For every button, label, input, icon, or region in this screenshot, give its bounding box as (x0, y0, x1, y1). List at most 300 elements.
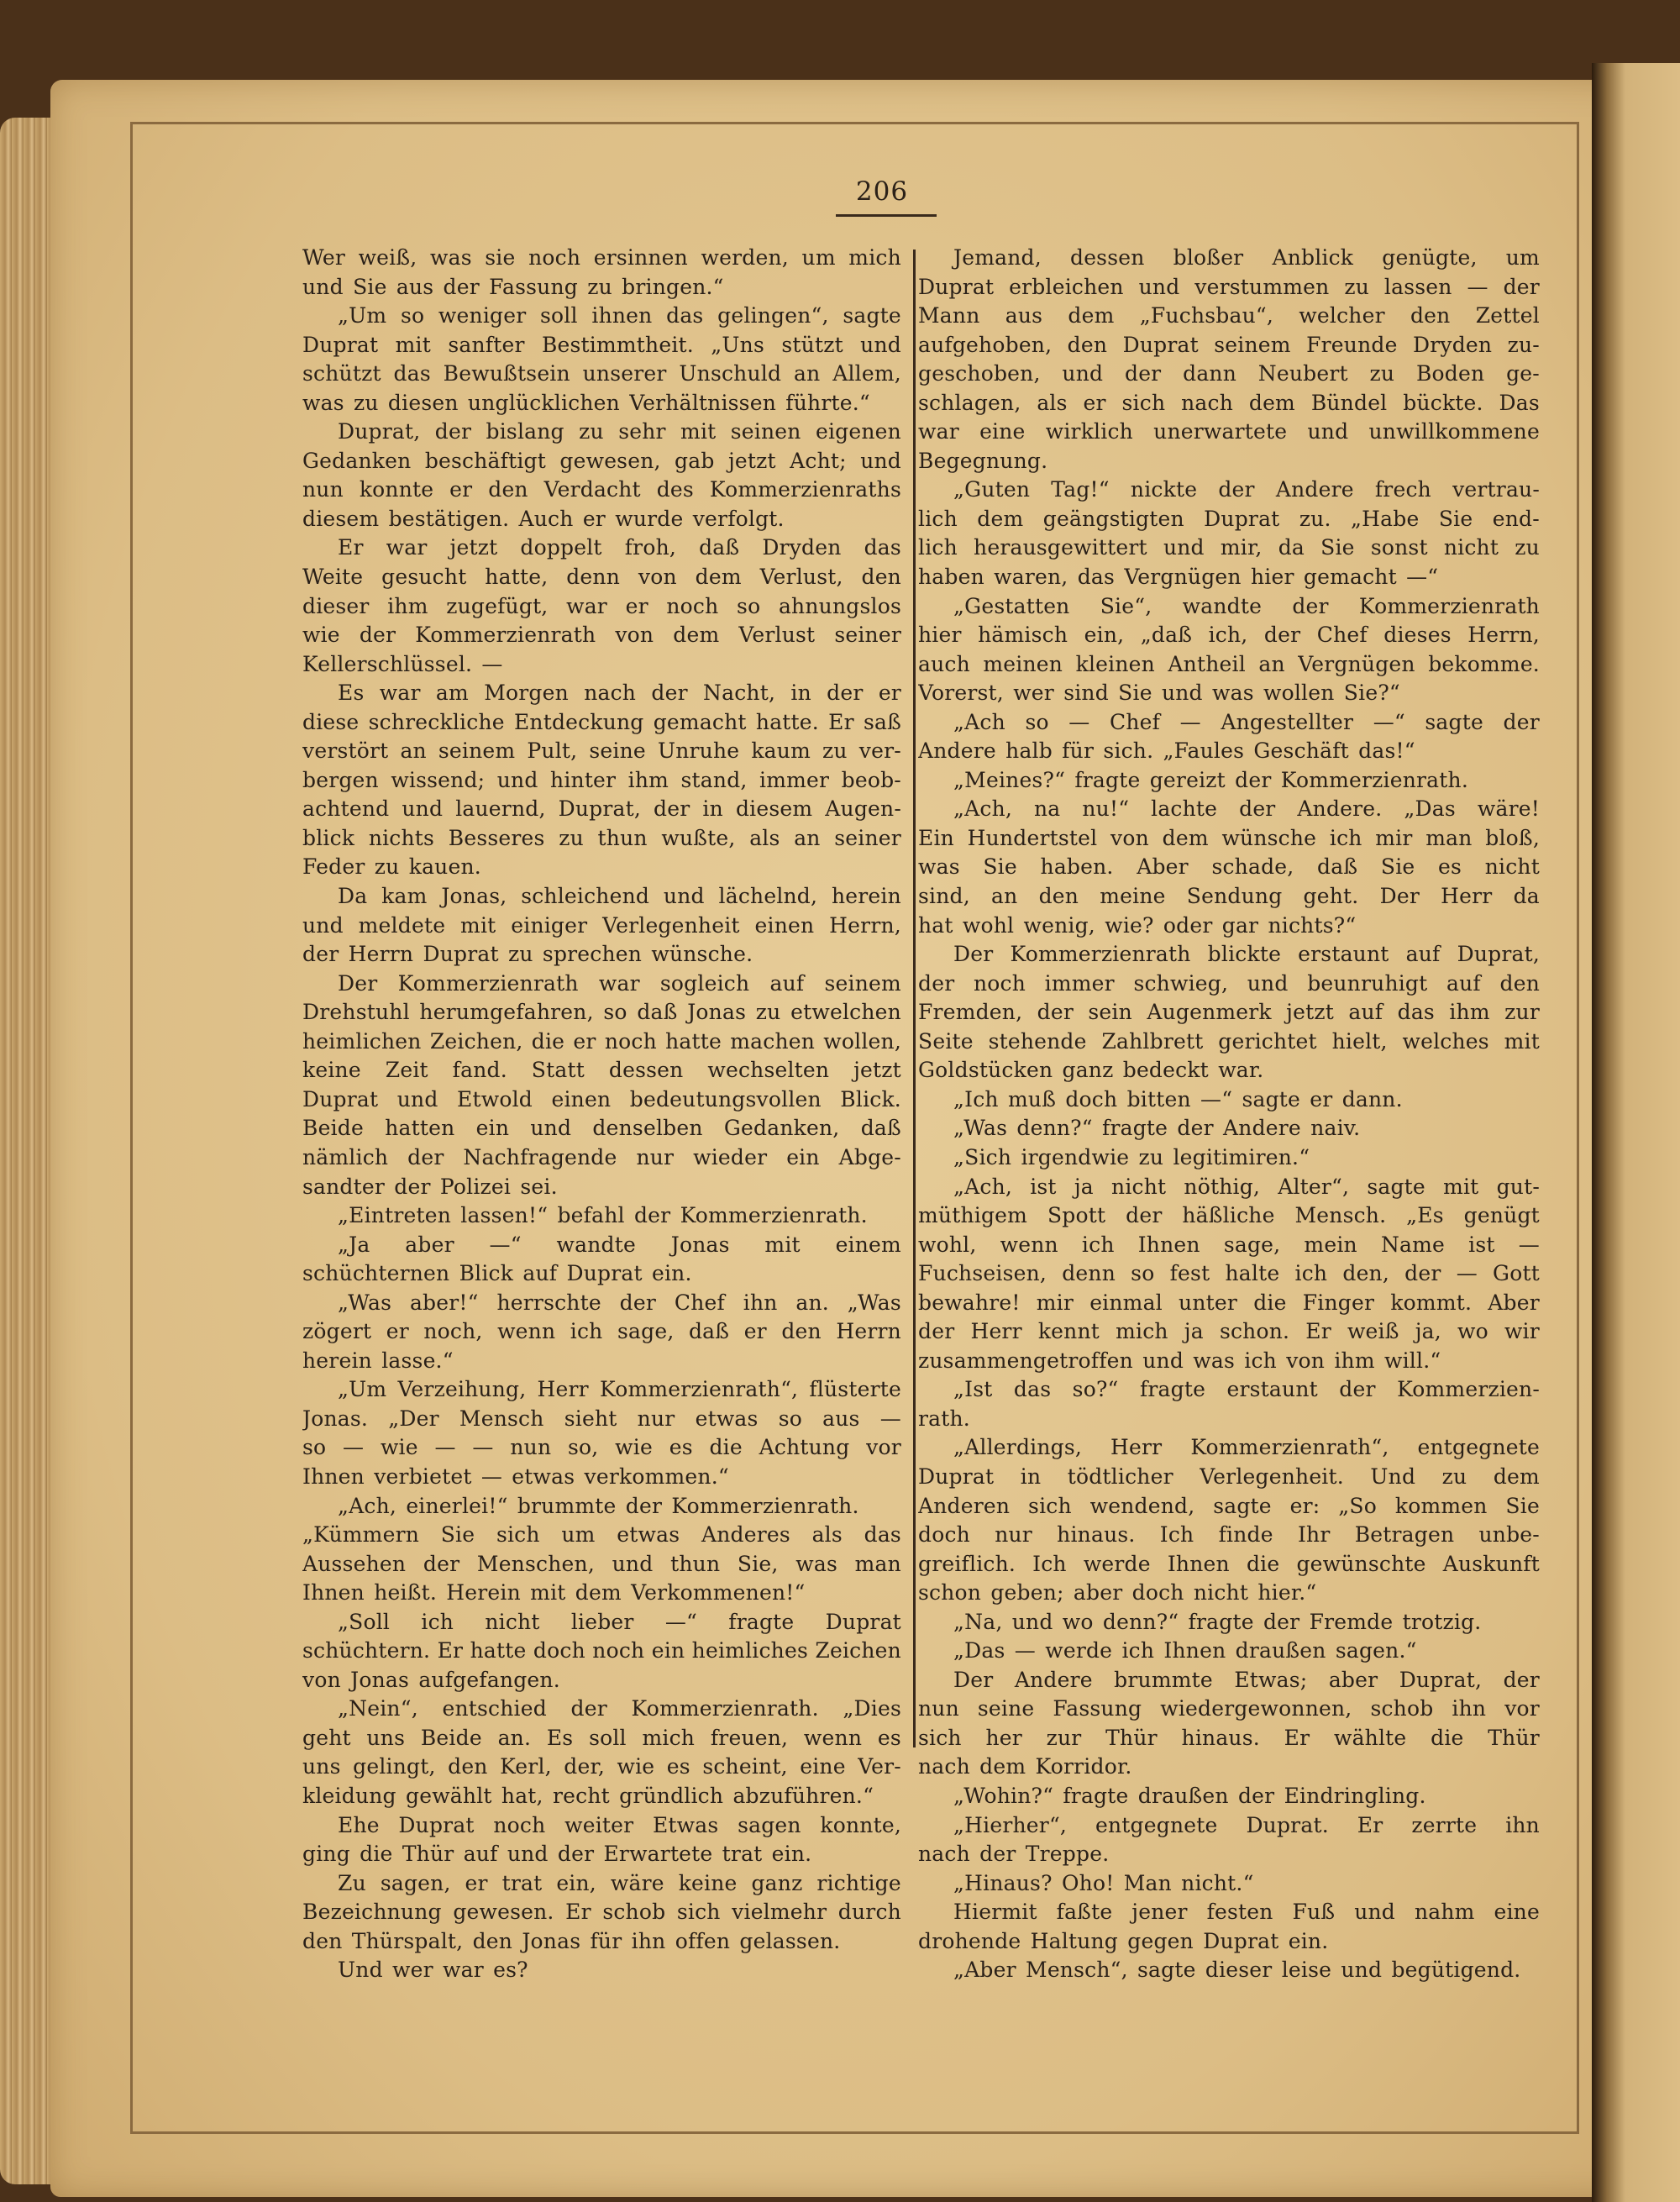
word: daß (1317, 854, 1358, 880)
word: hatte (470, 1638, 527, 1663)
word: immer (1044, 970, 1115, 996)
word: Etwas; (1234, 1667, 1308, 1692)
text-line (302, 1666, 901, 1695)
word: noch (604, 1028, 657, 1054)
text-line (302, 1927, 901, 1957)
word: thun (597, 825, 648, 850)
word: Der (953, 942, 994, 967)
word: „Ja (338, 1232, 370, 1257)
word: zusammengetroffen (918, 1348, 1133, 1373)
word: Sie (353, 274, 387, 299)
word: die (360, 1842, 393, 1867)
word: herein (831, 884, 901, 909)
word: den (488, 477, 528, 502)
word: Herrn (836, 1319, 901, 1344)
word: wohl (962, 912, 1015, 938)
word: schob (1370, 1696, 1434, 1721)
word: saß (863, 709, 901, 734)
word: ein. (651, 1261, 692, 1286)
text-line (918, 1898, 1540, 1927)
word: fragte (1139, 1377, 1206, 1402)
text-line (918, 1056, 1540, 1085)
word: geängstigten (1042, 506, 1184, 531)
word: Jonas (522, 1928, 581, 1953)
text-line (302, 970, 901, 999)
word: weniger (438, 303, 527, 328)
word: Treppe. (1025, 1842, 1110, 1867)
word: Etwas (652, 1812, 719, 1837)
word: aus (396, 274, 434, 299)
word: der (443, 274, 480, 299)
word: muß (1007, 1086, 1057, 1112)
word: gewünschte (1296, 1551, 1426, 1576)
word: fragte (728, 1609, 795, 1634)
word: oder (1163, 912, 1213, 938)
word: seinen (730, 419, 801, 444)
word: Herrn, (1467, 623, 1540, 648)
word: wo (1062, 1609, 1094, 1634)
word: wollen (1263, 681, 1335, 706)
word: blick (302, 825, 355, 850)
word: etwas (695, 1406, 759, 1431)
word: trat (501, 1870, 543, 1895)
text-line (918, 1550, 1540, 1579)
word: Fuchseisen, (918, 1261, 1047, 1286)
word: jetzt (853, 1058, 901, 1083)
word: „Allerdings, (953, 1435, 1083, 1460)
word: froh, (624, 535, 677, 560)
word: schob (602, 1900, 666, 1925)
word: Herr (537, 1377, 589, 1402)
text-line (918, 940, 1540, 970)
word: frech (1374, 477, 1431, 502)
text-line (302, 1898, 901, 1927)
text-line (918, 1463, 1540, 1492)
text-line (302, 1433, 901, 1463)
word: Es (546, 1725, 574, 1750)
word: dessen (1069, 245, 1145, 270)
word: einem (835, 1232, 901, 1257)
word: und (1341, 1958, 1383, 1983)
word: eigenen (815, 419, 901, 444)
word: ihm (627, 767, 669, 792)
word: will.“ (1384, 1348, 1441, 1373)
word: nach (1181, 390, 1234, 415)
word: Duprat (423, 942, 499, 967)
text-line (302, 1317, 901, 1347)
text-line (918, 533, 1540, 563)
text-line (918, 708, 1540, 738)
word: Neubert (1257, 361, 1348, 386)
word: so (778, 1406, 802, 1431)
text-line (302, 679, 901, 708)
word: so (302, 1435, 327, 1460)
text-line (918, 1608, 1540, 1637)
word: — (1014, 1638, 1036, 1663)
word: hielt, (1331, 1028, 1388, 1054)
text-line (918, 1869, 1540, 1899)
word: sage, (617, 1319, 675, 1344)
word: mit (460, 912, 496, 938)
word: lachte (1151, 796, 1218, 822)
facing-page-edge (1592, 63, 1680, 2202)
word: mit (1504, 1028, 1540, 1054)
word: an (794, 825, 821, 850)
word: nichts?“ (1268, 912, 1357, 938)
word: unserer (582, 361, 667, 386)
word: es (666, 1754, 690, 1779)
word: „Es (1406, 1203, 1444, 1228)
word: Name (1380, 1232, 1446, 1257)
word: Verlust (738, 623, 816, 648)
text-line (302, 1956, 901, 1985)
word: was (795, 1551, 837, 1576)
word: Etwold (457, 1086, 533, 1112)
word: Sie (1118, 681, 1152, 706)
word: herumgefahren, (419, 1000, 594, 1025)
word: Ihr (1297, 1522, 1331, 1548)
word: eine (800, 1754, 846, 1779)
word: flüsterte (809, 1377, 901, 1402)
word: und (302, 274, 344, 299)
word: — (472, 1435, 494, 1460)
word: Goldstücken (918, 1058, 1053, 1083)
word: Jemand, (953, 245, 1042, 270)
word: scheint, (702, 1754, 788, 1779)
word: der (918, 1319, 955, 1344)
word: müthigem (918, 1203, 1028, 1228)
word: Kommerzienrath (1358, 593, 1540, 618)
word: man (1425, 825, 1473, 850)
word: mit (530, 1580, 566, 1606)
word: so (1131, 1261, 1155, 1286)
word: kennt (1037, 1319, 1100, 1344)
text-line (918, 824, 1540, 854)
word: „Was (953, 1116, 1008, 1141)
word: blickte (1207, 942, 1282, 967)
word: er (625, 593, 648, 618)
word: der (1218, 477, 1255, 502)
text-line (302, 912, 901, 941)
word: nahm (1414, 1900, 1475, 1925)
word: halb (1005, 738, 1053, 764)
word: vielmehr (732, 1900, 827, 1925)
word: etwas (512, 1464, 575, 1489)
word: sehr (618, 419, 666, 444)
word: Kommerzienrath (397, 970, 579, 996)
word: des (656, 477, 694, 502)
word: doppelt (520, 535, 602, 560)
text-line (918, 273, 1540, 302)
word: den (781, 1319, 822, 1344)
word: nickte (1130, 477, 1198, 502)
word: bitten (1126, 1086, 1191, 1112)
word: gelassen. (739, 1928, 841, 1953)
word: einiger (511, 912, 588, 938)
word: erstaunt (1298, 942, 1389, 967)
word: sagen (738, 1812, 801, 1837)
word: zur (1046, 1725, 1082, 1750)
word: Er (437, 1638, 464, 1663)
word: sage, (1223, 1232, 1281, 1257)
word: rath. (918, 1406, 970, 1431)
word: der (1237, 1783, 1275, 1808)
word: ein, (1084, 623, 1125, 648)
word: Duprat (398, 1812, 475, 1837)
text-line (302, 766, 901, 796)
word: wurde (615, 506, 684, 531)
word: der (570, 1696, 607, 1721)
word: Spott (1047, 1203, 1106, 1228)
word: Kommerzienrath“, (599, 1377, 799, 1402)
word: Verlust, (759, 565, 843, 590)
word: zu (507, 942, 533, 967)
word: „Uns (711, 332, 765, 357)
word: bekomme. (1428, 651, 1540, 676)
word: Ihnen (302, 1464, 365, 1489)
word: Duprat (1204, 506, 1280, 531)
text-line (918, 302, 1540, 331)
word: ich (421, 1609, 454, 1634)
word: Duprat (566, 1261, 643, 1286)
text-line (302, 1492, 901, 1521)
word: dem (695, 565, 742, 590)
word: ich (1294, 1261, 1328, 1286)
word: „Wohin?“ (953, 1783, 1054, 1808)
word: Herrn, (829, 912, 901, 938)
word: — (343, 1435, 365, 1460)
word: sagte (843, 303, 901, 328)
text-line (302, 1259, 901, 1289)
word: schon. (1219, 1319, 1290, 1344)
word: Jonas (350, 1667, 410, 1692)
word: nu!“ (1082, 796, 1130, 822)
text-line (918, 505, 1540, 534)
word: wohl, (918, 1232, 977, 1257)
word: was (918, 854, 960, 880)
word: der (557, 1842, 595, 1867)
text-line (918, 1521, 1540, 1550)
word: Finger (1302, 1290, 1375, 1315)
word: wie (617, 1754, 655, 1779)
word: Fassung (1053, 1696, 1142, 1721)
word: mich (1116, 1319, 1168, 1344)
word: „Das (953, 1638, 1005, 1663)
word: hatte (665, 1028, 722, 1054)
word: „Der (388, 1406, 439, 1431)
word: der (1124, 361, 1162, 386)
word: halte (1225, 1261, 1280, 1286)
word: sagte (1367, 1174, 1425, 1199)
word: der (423, 1551, 460, 1576)
word: Menschen, (476, 1551, 595, 1576)
word: Dryden (1413, 332, 1493, 357)
word: daß (860, 1116, 901, 1141)
word: hatte, (485, 565, 549, 590)
word: auf (463, 1842, 498, 1867)
word: ich (1121, 1638, 1155, 1663)
word: der (1503, 274, 1540, 299)
word: auf (769, 970, 805, 996)
word: Beide (420, 1725, 482, 1750)
word: zu (1441, 1464, 1467, 1489)
word: „Meines?“ (953, 767, 1066, 792)
word: auch (918, 651, 970, 676)
word: Nachfragende (463, 1144, 617, 1169)
word: hier (1250, 565, 1294, 590)
word: Duprat (1203, 1928, 1279, 1953)
word: konnte, (820, 1812, 901, 1837)
word: ist (1030, 1174, 1057, 1199)
word: Verhältnissen (629, 390, 777, 415)
word: auf (1348, 1000, 1383, 1025)
word: ich (1244, 1348, 1277, 1373)
word: genügt (1463, 1203, 1540, 1228)
word: nach (584, 681, 637, 706)
word: von (1286, 1348, 1326, 1373)
text-line (918, 476, 1540, 505)
word: Allem, (832, 361, 901, 386)
word: schwieg, (1133, 970, 1229, 996)
word: —“ (1200, 1086, 1233, 1112)
word: Auch (518, 506, 574, 531)
word: das (1397, 1000, 1435, 1025)
text-line (918, 1782, 1540, 1811)
word: geht (302, 1725, 351, 1750)
word: diesen (387, 390, 459, 415)
word: der (1503, 1667, 1540, 1692)
word: heimlichen (302, 1028, 422, 1054)
word: Zeichen (815, 1638, 901, 1663)
word: nun (510, 1435, 552, 1460)
word: der (827, 681, 864, 706)
word: seinem (438, 738, 516, 764)
word: nicht (1443, 535, 1499, 560)
word: an (400, 738, 427, 764)
text-line (302, 621, 901, 650)
word: Chef (1316, 623, 1368, 648)
word: seine (977, 1696, 1035, 1721)
word: was (1212, 681, 1254, 706)
word: ihn (743, 1290, 778, 1315)
word: Mann (918, 303, 980, 328)
word: Er (1305, 1319, 1331, 1344)
text-line (918, 1114, 1540, 1143)
word: und (530, 1116, 572, 1141)
word: die (709, 1435, 743, 1460)
word: der (625, 1493, 663, 1518)
word: welcher (1299, 303, 1385, 328)
word: ahnungslos (778, 593, 901, 618)
word: leise (1281, 1958, 1332, 1983)
word: den (1067, 332, 1108, 357)
word: gewesen. (453, 1900, 554, 1925)
word: „Aber (953, 1958, 1016, 1983)
word: etwelchen (790, 1000, 901, 1025)
word: wenn (803, 1725, 863, 1750)
word: Bewußtsein (443, 361, 570, 386)
text-line (918, 650, 1540, 680)
word: ihm (1449, 1000, 1490, 1025)
word: zu (755, 1000, 781, 1025)
word: ihm (1334, 1348, 1375, 1373)
word: Vorerst, (918, 681, 1004, 706)
word: „Das (1404, 796, 1456, 822)
text-line (918, 1231, 1540, 1260)
word: Augenmerk (1147, 1000, 1272, 1025)
word: trotzig. (1402, 1609, 1482, 1634)
word: wie? (1105, 912, 1154, 938)
word: Unschuld (679, 361, 782, 386)
word: Zeichen, (429, 1028, 523, 1054)
word: Achtung (759, 1435, 850, 1460)
word: zu (587, 274, 612, 299)
word: dem (1162, 825, 1209, 850)
word: hatte. (755, 709, 819, 734)
text-line (302, 533, 901, 563)
word: beob- (841, 767, 901, 792)
word: finde (1218, 1522, 1273, 1548)
word: waren, (994, 565, 1068, 590)
word: doch (1065, 1086, 1118, 1112)
word: Aber (1137, 854, 1189, 880)
word: mir (1375, 825, 1413, 850)
word: war (379, 681, 421, 706)
word: hier.“ (1257, 1580, 1317, 1606)
word: hinaus. (1057, 1522, 1136, 1548)
word: sich (496, 1522, 540, 1548)
word: Bezeichnung (302, 1900, 442, 1925)
word: Besseres (448, 825, 545, 850)
word: —“ (1373, 709, 1405, 734)
word: und (507, 1842, 549, 1867)
word: einen (754, 912, 815, 938)
word: an (1258, 651, 1285, 676)
word: ersinnen (593, 245, 688, 270)
word: gab (675, 448, 715, 473)
word: verkommen.“ (584, 1464, 729, 1489)
word: Haltung (1030, 1928, 1119, 1953)
word: und (1354, 1900, 1396, 1925)
word: dieser (302, 593, 370, 618)
word: Morgen (484, 681, 569, 706)
word: bislang (486, 419, 564, 444)
word: „Dies (843, 1696, 901, 1721)
word: und (1062, 361, 1104, 386)
word: der (1339, 1377, 1376, 1402)
word: mich (848, 245, 901, 270)
word: Andere. (1297, 796, 1383, 822)
word: es (669, 1435, 693, 1460)
text-line (918, 1259, 1540, 1289)
word: daß (699, 535, 740, 560)
word: „Ach (953, 709, 1005, 734)
word: Jonas, (441, 884, 507, 909)
word: Bestimmtheit. (541, 332, 694, 357)
text-line (302, 998, 901, 1027)
word: entgegnete (1417, 1435, 1540, 1460)
word: ja, (1415, 1319, 1441, 1344)
word: „Ist (953, 1377, 993, 1402)
word: wissend; (391, 767, 486, 792)
word: mir, (1220, 535, 1263, 560)
word: „Nein“, (338, 1696, 418, 1721)
word: Augen- (825, 796, 901, 822)
word: wußte, (661, 825, 736, 850)
word: durch (837, 1900, 901, 1925)
text-line (302, 1753, 901, 1782)
word: und (1247, 970, 1289, 996)
